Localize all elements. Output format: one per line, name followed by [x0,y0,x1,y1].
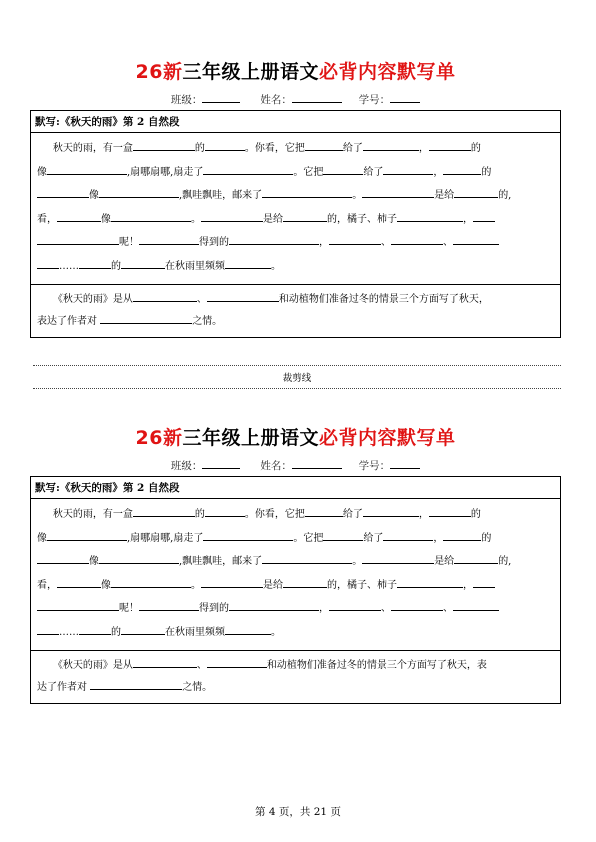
blank[interactable] [225,256,271,269]
blank[interactable] [57,209,101,222]
summary-line-1 [37,655,554,677]
blank[interactable] [391,232,443,245]
dotted-divider [33,388,561,389]
blank[interactable] [37,256,59,269]
text: 秋天的雨，有一盒 [52,509,133,520]
text: 是给 [263,213,283,225]
blank[interactable] [454,551,498,564]
text: 表达了作者对 [37,316,97,327]
section-heading: 默写:《秋天的雨》第 2 自然段 [31,111,560,133]
text: 呢！ [119,603,139,614]
text: ， [418,509,429,520]
class-blank[interactable] [202,92,240,103]
blank[interactable] [207,655,267,668]
text: 之情。 [192,316,223,327]
blank[interactable] [79,256,111,269]
class-label: 班级： [170,94,203,106]
passage-line-6 [37,255,554,279]
blank[interactable] [133,655,197,668]
blank[interactable] [262,185,352,198]
text: 、 [196,660,207,671]
passage-line-6 [37,621,554,645]
blank[interactable] [37,232,119,245]
blank[interactable] [363,138,419,151]
text: 像 [37,532,47,544]
blank[interactable] [203,528,293,541]
page-footer: 第 4 页，共 21 页 [255,806,341,818]
text: 像 [89,190,99,201]
blank[interactable] [201,575,263,588]
text: 得到的 [199,603,229,614]
text: 、 [381,603,391,614]
text: 、 [443,237,453,248]
text: 看， [37,579,57,591]
blank[interactable] [225,622,271,635]
text: 。 [352,556,363,567]
blank[interactable] [133,504,195,517]
text: …… [59,260,79,272]
text: 和动植物们准备过冬的情景三个方面写了秋天， [278,294,489,305]
text: …… [59,626,79,638]
text: 和动植物们准备过冬的情景三个方面写了秋天，表 [266,660,487,671]
text: 的 [194,143,205,154]
text: ,扇哪扇哪,扇走了 [127,532,204,544]
text: 。 [271,626,281,638]
blank[interactable] [397,575,463,588]
summary-line-2 [37,311,554,333]
blank[interactable] [443,528,481,541]
blank[interactable] [397,209,463,222]
text: 的 [481,532,492,544]
text: 秋天的雨，有一盒 [52,143,133,154]
blank[interactable] [133,138,195,151]
blank[interactable] [323,528,363,541]
text: 是给 [263,579,283,591]
text: 。 [191,213,201,225]
blank[interactable] [305,504,343,517]
text: 的, [498,190,512,201]
passage-line-4 [37,208,554,232]
blank[interactable] [443,162,481,175]
text: 的 [111,260,121,272]
summary-line-1 [37,289,554,311]
title-part-b: 三年级上册语文 [182,427,319,449]
blank[interactable] [37,551,89,564]
blank[interactable] [205,504,245,517]
text: 的 [194,509,205,520]
sheet-title [30,423,561,450]
text: 。它把 [293,166,324,178]
text: 给了 [363,532,384,544]
blank[interactable] [383,528,433,541]
blank[interactable] [121,622,165,635]
text: 。它把 [293,532,324,544]
blank[interactable] [262,551,352,564]
text: 《秋天的雨》是从 [52,660,133,671]
text: ， [418,143,429,154]
text: 是给 [434,190,455,201]
text: 之情。 [182,682,213,693]
blank[interactable] [429,504,471,517]
blank[interactable] [383,162,433,175]
summary-question [31,284,560,337]
blank[interactable] [37,598,119,611]
text: 《秋天的雨》是从 [52,294,133,305]
text: 呢！ [119,237,139,248]
text: ,飘哇飘哇，邮来了 [179,556,263,567]
passage [31,499,560,650]
summary-question [31,650,560,703]
passage [31,133,560,284]
title-part-c: 必背内容默写单 [318,427,456,449]
blank[interactable] [37,622,59,635]
title-part-a: 26新 [135,61,183,83]
sheet-title [30,57,561,84]
blank[interactable] [283,575,327,588]
title-part-c: 必背内容默写单 [318,61,456,83]
blank[interactable] [391,598,443,611]
blank[interactable] [329,598,381,611]
text: 像 [101,213,111,225]
blank[interactable] [362,185,434,198]
text: 。你看，它把 [244,509,305,520]
text: 像 [37,166,47,178]
passage-line-3 [37,550,554,574]
blank[interactable] [473,209,495,222]
text: 、 [443,603,453,614]
blank[interactable] [363,504,419,517]
text: 的 [470,143,481,154]
blank[interactable] [99,185,179,198]
text: 达了作者对 [37,682,87,693]
text: 像 [89,556,99,567]
title-part-b: 三年级上册语文 [182,61,319,83]
text: 是给 [434,556,455,567]
summary-line-2 [37,677,554,699]
text: ， [433,166,444,178]
text: 。 [352,190,363,201]
blank[interactable] [201,209,263,222]
dotted-divider [33,365,561,366]
blank[interactable] [323,162,363,175]
id-blank[interactable] [390,92,420,103]
text: 。 [271,260,281,272]
blank[interactable] [454,185,498,198]
blank[interactable] [79,622,111,635]
text: ， [463,213,473,225]
name-label: 姓名： [260,460,292,472]
text: ,扇哪扇哪,扇走了 [127,166,204,178]
text: ， [319,603,329,614]
text: 、 [381,237,391,248]
text: 、 [196,294,207,305]
student-info [30,458,561,473]
text: ， [463,579,473,591]
text: ,飘哇飘哇，邮来了 [179,190,263,201]
blank[interactable] [305,138,343,151]
text: 给了 [342,509,363,520]
blank[interactable] [47,162,127,175]
blank[interactable] [47,528,127,541]
blank[interactable] [57,575,101,588]
text: 在秋雨里频频 [165,260,225,272]
class-label: 班级： [170,460,203,472]
class-blank[interactable] [202,458,240,469]
blank[interactable] [111,575,191,588]
passage-line-2 [37,161,554,185]
text: 得到的 [199,237,229,248]
blank[interactable] [207,289,279,302]
text: 的，橘子、柿子 [327,213,397,225]
blank[interactable] [205,138,245,151]
title-part-a: 26新 [135,427,183,449]
cut-line [33,365,561,389]
name-blank[interactable] [292,458,342,469]
blank[interactable] [329,232,381,245]
passage-line-3 [37,184,554,208]
dictation-box [30,476,561,704]
id-blank[interactable] [390,458,420,469]
blank[interactable] [429,138,471,151]
text: 在秋雨里频频 [165,626,225,638]
passage-line-1 [37,137,554,161]
blank[interactable] [362,551,434,564]
text: 的, [498,556,512,567]
blank[interactable] [229,598,319,611]
section-heading: 默写:《秋天的雨》第 2 自然段 [31,477,560,499]
text: ， [433,532,444,544]
student-info [30,92,561,107]
name-blank[interactable] [292,92,342,103]
text: 。 [191,579,201,591]
dictation-sheet-2 [30,423,561,704]
id-label: 学号： [358,94,391,106]
text: 给了 [363,166,384,178]
text: 的 [111,626,121,638]
text: 的 [481,166,492,178]
text: 像 [101,579,111,591]
cut-label: 裁剪线 [282,373,312,384]
name-label: 姓名： [260,94,292,106]
blank[interactable] [37,185,89,198]
text: ， [319,237,329,248]
passage-line-5 [37,597,554,621]
id-label: 学号： [358,460,391,472]
blank[interactable] [100,311,192,324]
blank[interactable] [453,598,499,611]
blank[interactable] [203,162,293,175]
text: 的 [470,509,481,520]
blank[interactable] [453,232,499,245]
blank[interactable] [283,209,327,222]
blank[interactable] [90,677,182,690]
blank[interactable] [139,598,199,611]
passage-line-4 [37,574,554,598]
text: 的，橘子、柿子 [327,579,397,591]
passage-line-2 [37,527,554,551]
blank[interactable] [139,232,199,245]
text: 给了 [342,143,363,154]
text: 看， [37,213,57,225]
blank[interactable] [133,289,197,302]
dictation-box [30,110,561,338]
blank[interactable] [121,256,165,269]
blank[interactable] [99,551,179,564]
text: 。你看，它把 [244,143,305,154]
passage-line-1 [37,503,554,527]
blank[interactable] [229,232,319,245]
dictation-sheet-1 [30,57,561,338]
blank[interactable] [473,575,495,588]
blank[interactable] [111,209,191,222]
passage-line-5 [37,231,554,255]
